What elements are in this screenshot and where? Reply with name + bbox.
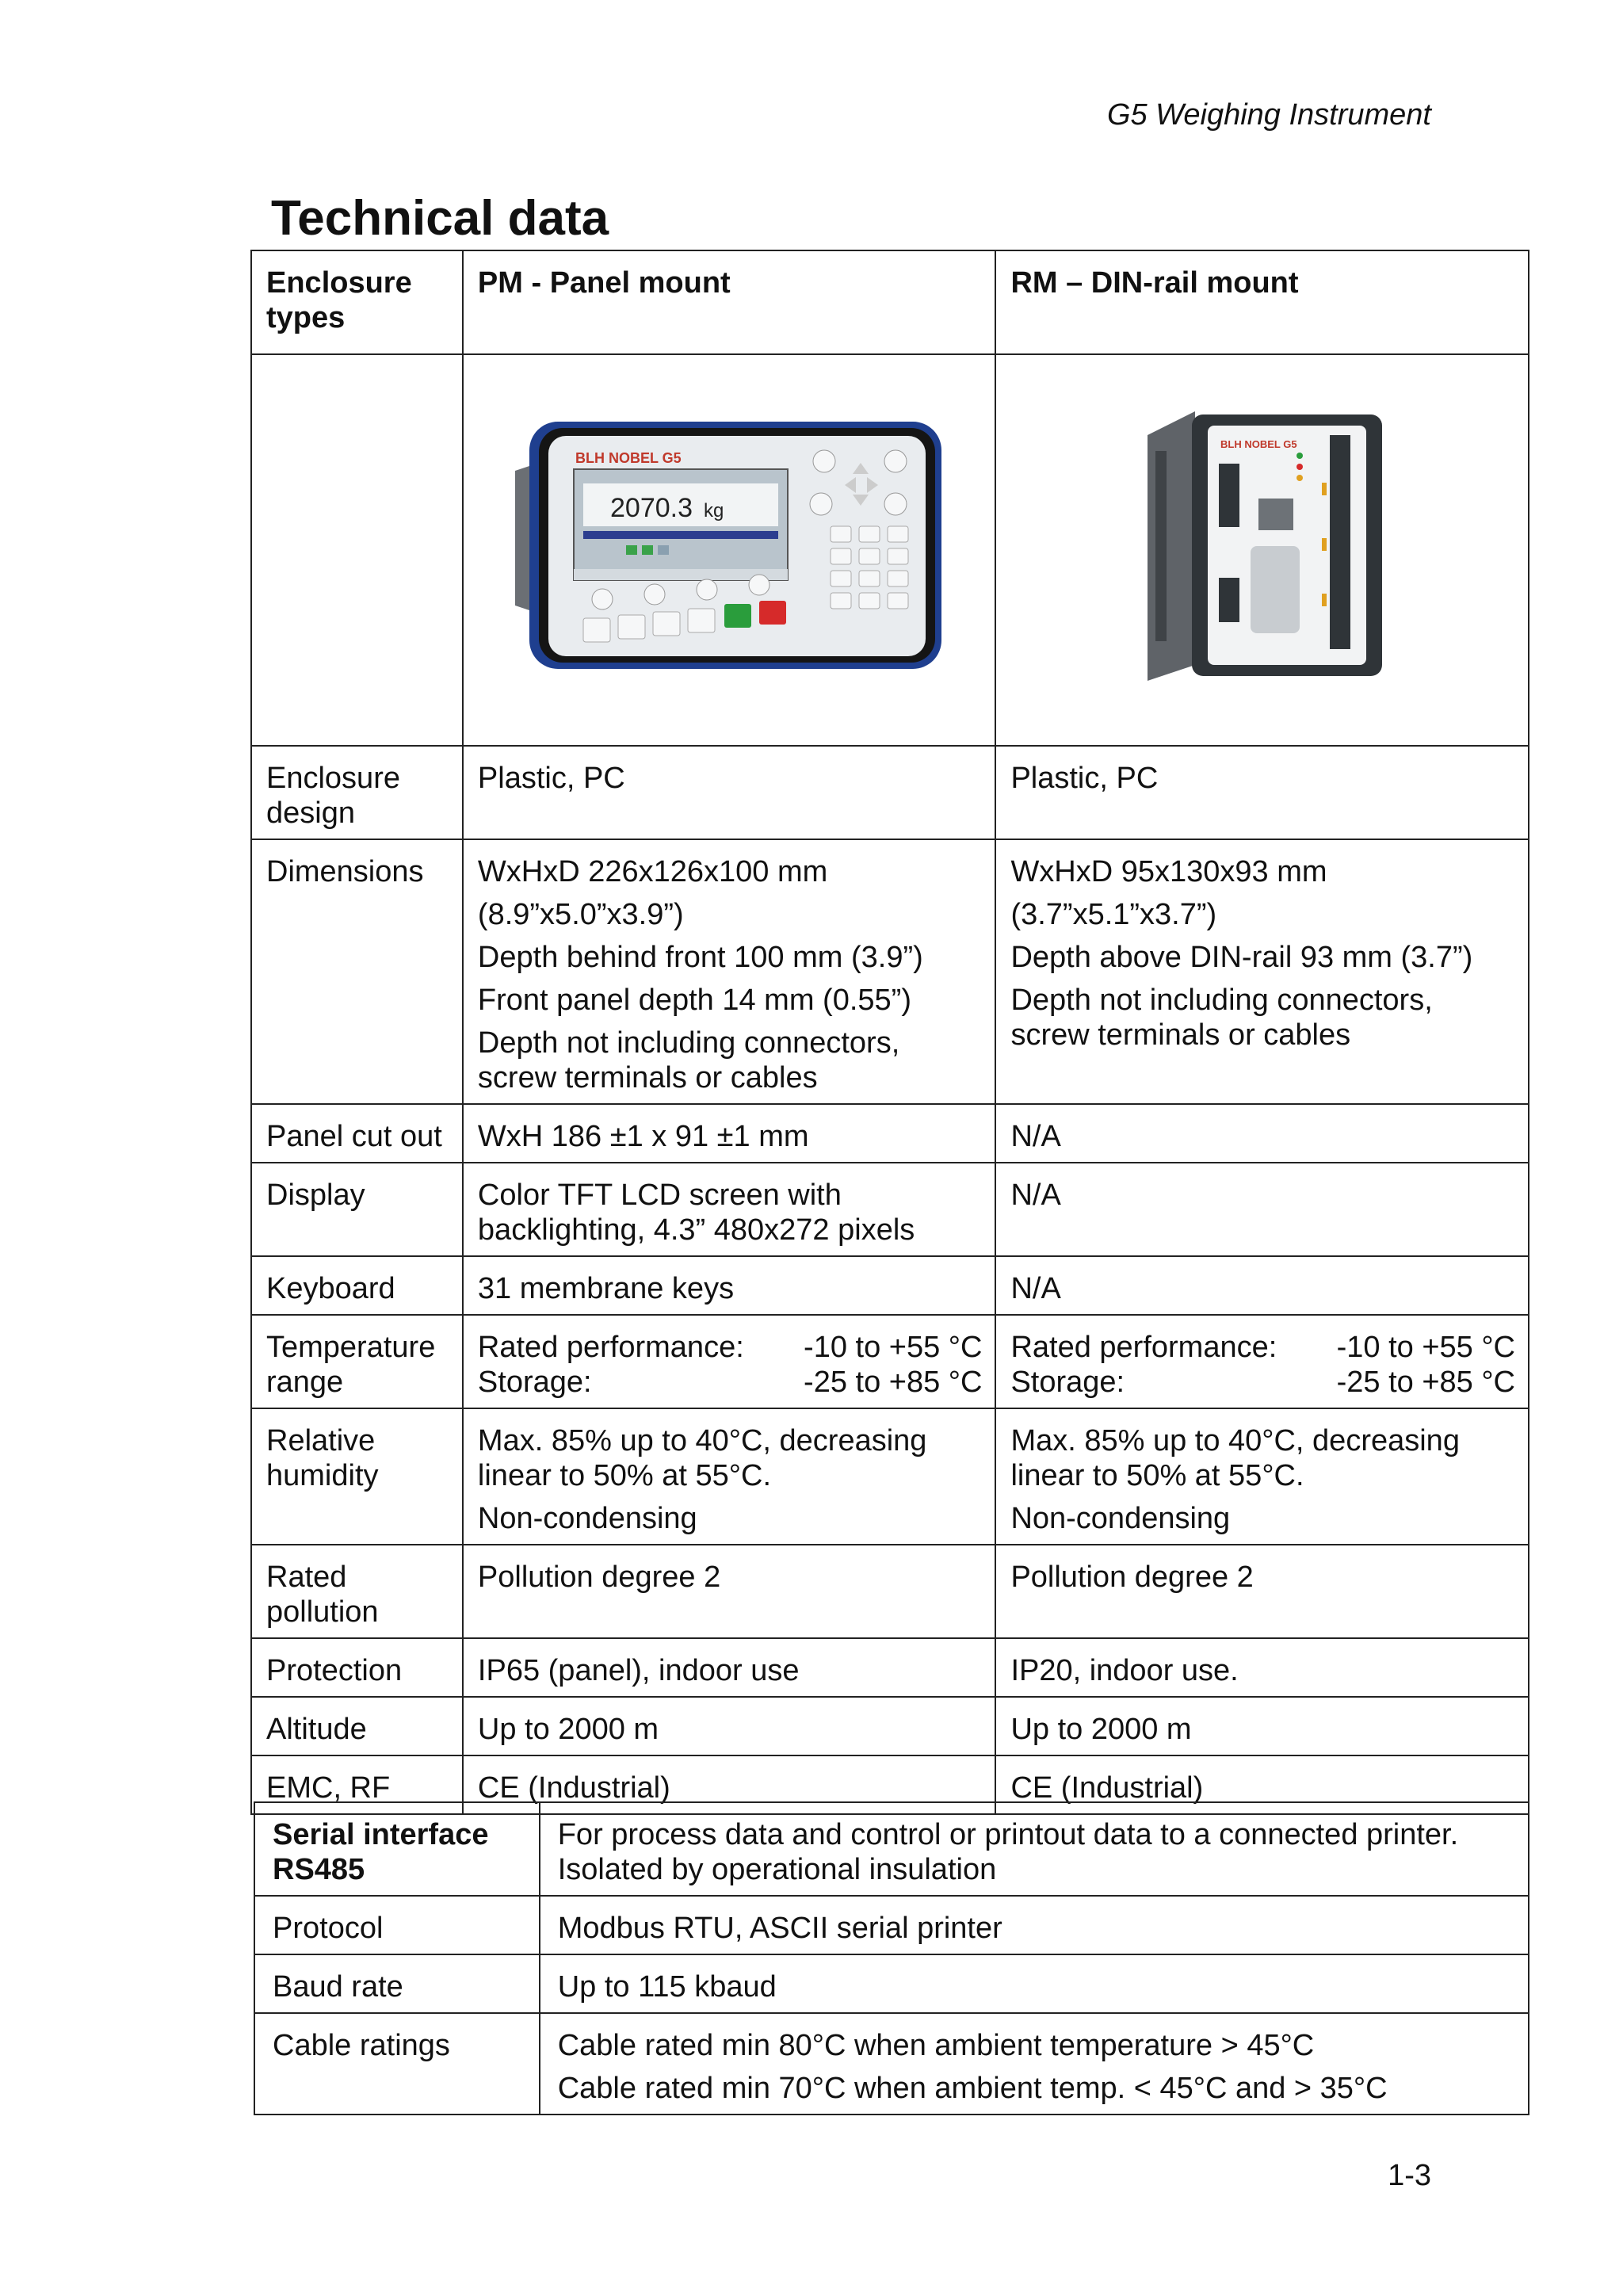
rm-value [995,1408,1529,1545]
start-key [724,604,751,628]
din-led [1296,464,1303,470]
row-label: Cable ratings [254,2013,540,2115]
din-terminal-block [1219,578,1239,622]
row-label: Keyboard [251,1256,463,1315]
temp-rated-label: Rated performance: [477,1331,744,1364]
temp-rated-value: -10 to +55 °C [804,1331,983,1364]
dimension-line: (8.9”x5.0”x3.9”) [477,898,684,931]
running-header: G5 Weighing Instrument [1106,98,1431,132]
pm-value: Color TFT LCD screen with backlighting, 4.3” 480x272 pixels [463,1163,996,1256]
humidity-line: Non-condensing [1010,1502,1231,1535]
table-row [251,1545,1529,1638]
baud-rate-value: Up to 115 kbaud [540,1954,1529,2013]
protocol-value: Modbus RTU, ASCII serial printer [540,1896,1529,1954]
pm-value: IP65 (panel), indoor use [463,1638,996,1697]
table-row [254,1802,1529,1896]
table-row [251,1408,1529,1545]
din-heatsink-fins [1155,451,1167,641]
table-row [254,2013,1529,2115]
pm-value: Up to 2000 m [463,1697,996,1755]
dimension-line: (3.7”x5.1”x3.7”) [1010,898,1217,931]
del-key [884,493,907,515]
table-row [251,1697,1529,1755]
rm-value [995,839,1529,1104]
table-row [251,839,1529,1104]
din-rail-mount-header: RM – DIN-rail mount [995,250,1529,354]
din-cover [1251,546,1300,633]
rm-value: N/A [995,1163,1529,1256]
info-key [884,450,907,472]
dimension-line: Depth above DIN-rail 93 mm (3.7”) [1010,941,1473,974]
serial-interface-label: Serial interface RS485 [254,1802,540,1896]
row-label: Temperature range [251,1315,463,1408]
panel-level-indicator [642,545,653,555]
row-label: Protocol [254,1896,540,1954]
table-row [254,1896,1529,1954]
rm-value [995,1315,1529,1408]
table-row [251,1256,1529,1315]
panel-weight-value: 2070.3 [610,493,693,523]
serial-interface-value: For process data and control or printout data to a connected printer. Isolated by operational insulation [540,1802,1529,1896]
image-row [251,354,1529,746]
back-key [810,493,832,515]
pm-value: WxH 186 ±1 x 91 ±1 mm [463,1104,996,1163]
din-rail-device-image [1132,403,1393,689]
din-housing-side [1148,411,1195,681]
row-label: Dimensions [251,839,463,1104]
technical-data-table [250,250,1529,1815]
rm-value: CE (Industrial) [995,1755,1529,1814]
rm-value: Up to 2000 m [995,1697,1529,1755]
stop-key [759,601,786,625]
dimension-line: Depth behind front 100 mm (3.9”) [477,941,923,974]
din-brand-logo: BLH NOBEL G5 [1220,438,1297,450]
dimension-line: WxHxD 95x130x93 mm [1010,855,1327,888]
pm-value [463,1408,996,1545]
temp-rated [1010,1330,1515,1365]
rm-value: N/A [995,1256,1529,1315]
panel-progress-bar [583,531,778,539]
row-label: Panel cut out [251,1104,463,1163]
pm-value: 31 membrane keys [463,1256,996,1315]
cable-ratings-value [540,2013,1529,2115]
dimension-line: Depth not including connectors, screw terminals or cables [1010,984,1433,1052]
row-label: EMC, RF [251,1755,463,1814]
cable-rating-line: Cable rated min 70°C when ambient temp. < 45°C and > 35°C [557,2072,1388,2105]
rm-value: N/A [995,1104,1529,1163]
temp-storage [478,1365,983,1400]
temp-storage [1010,1365,1515,1400]
din-led [1296,475,1303,481]
table-row [251,1315,1529,1408]
esc-key [813,450,835,472]
cable-rating-line: Cable rated min 80°C when ambient temperature > 45°C [557,2029,1315,2062]
rm-value: Pollution degree 2 [995,1545,1529,1638]
table-row [251,1104,1529,1163]
humidity-line: Non-condensing [477,1502,697,1535]
panel-level-indicator [626,545,637,555]
temp-storage-label: Storage: [477,1366,592,1399]
dimension-line: WxHxD 226x126x100 mm [477,855,828,888]
row-label: Baud rate [254,1954,540,2013]
din-ethernet-port [1258,499,1293,530]
panel-level-indicator [658,545,669,555]
enclosure-types-label: Enclosure types [251,250,463,354]
humidity-line: Max. 85% up to 40°C, decreasing linear to 50% at 55°C. [477,1424,927,1492]
temp-rated [478,1330,983,1365]
pm-value: Pollution degree 2 [463,1545,996,1638]
din-led [1296,453,1303,459]
humidity-line: Max. 85% up to 40°C, decreasing linear to 50% at 55°C. [1010,1424,1460,1492]
pm-value: CE (Industrial) [463,1755,996,1814]
row-label: Enclosure design [251,746,463,839]
temp-rated-label: Rated performance: [1010,1331,1277,1364]
panel-brand-logo: BLH NOBEL G5 [575,450,682,466]
dimension-line: Depth not including connectors, screw terminals or cables [477,1026,900,1095]
panel-weight-unit: kg [704,500,724,521]
row-label: Display [251,1163,463,1256]
din-rail-image-cell [995,354,1529,746]
row-label: Altitude [251,1697,463,1755]
pm-value: Plastic, PC [463,746,996,839]
serial-interface-table [254,1801,1529,2115]
temp-rated-value: -10 to +55 °C [1336,1331,1515,1364]
temp-storage-label: Storage: [1010,1366,1125,1399]
table-row [254,1954,1529,2013]
pm-value [463,1315,996,1408]
image-row-blank [251,354,463,746]
din-terminal-strip [1330,435,1350,649]
dimension-line: Front panel depth 14 mm (0.55”) [477,984,911,1017]
table-header-row [251,250,1529,354]
table-row [251,1163,1529,1256]
pm-value [463,839,996,1104]
row-label: Protection [251,1638,463,1697]
rm-value: Plastic, PC [995,746,1529,839]
page-number: 1-3 [1388,2159,1431,2192]
panel-mount-image-cell [463,354,996,746]
rm-value: IP20, indoor use. [995,1638,1529,1697]
panel-mount-device-image [507,415,951,677]
din-terminal-block [1219,464,1239,527]
row-label: Rated pollution [251,1545,463,1638]
table-row [251,746,1529,839]
temp-storage-value: -25 to +85 °C [804,1366,983,1399]
temp-storage-value: -25 to +85 °C [1336,1366,1515,1399]
panel-mount-header: PM - Panel mount [463,250,996,354]
table-row [251,1638,1529,1697]
row-label: Relative humidity [251,1408,463,1545]
page-title: Technical data [271,191,609,246]
